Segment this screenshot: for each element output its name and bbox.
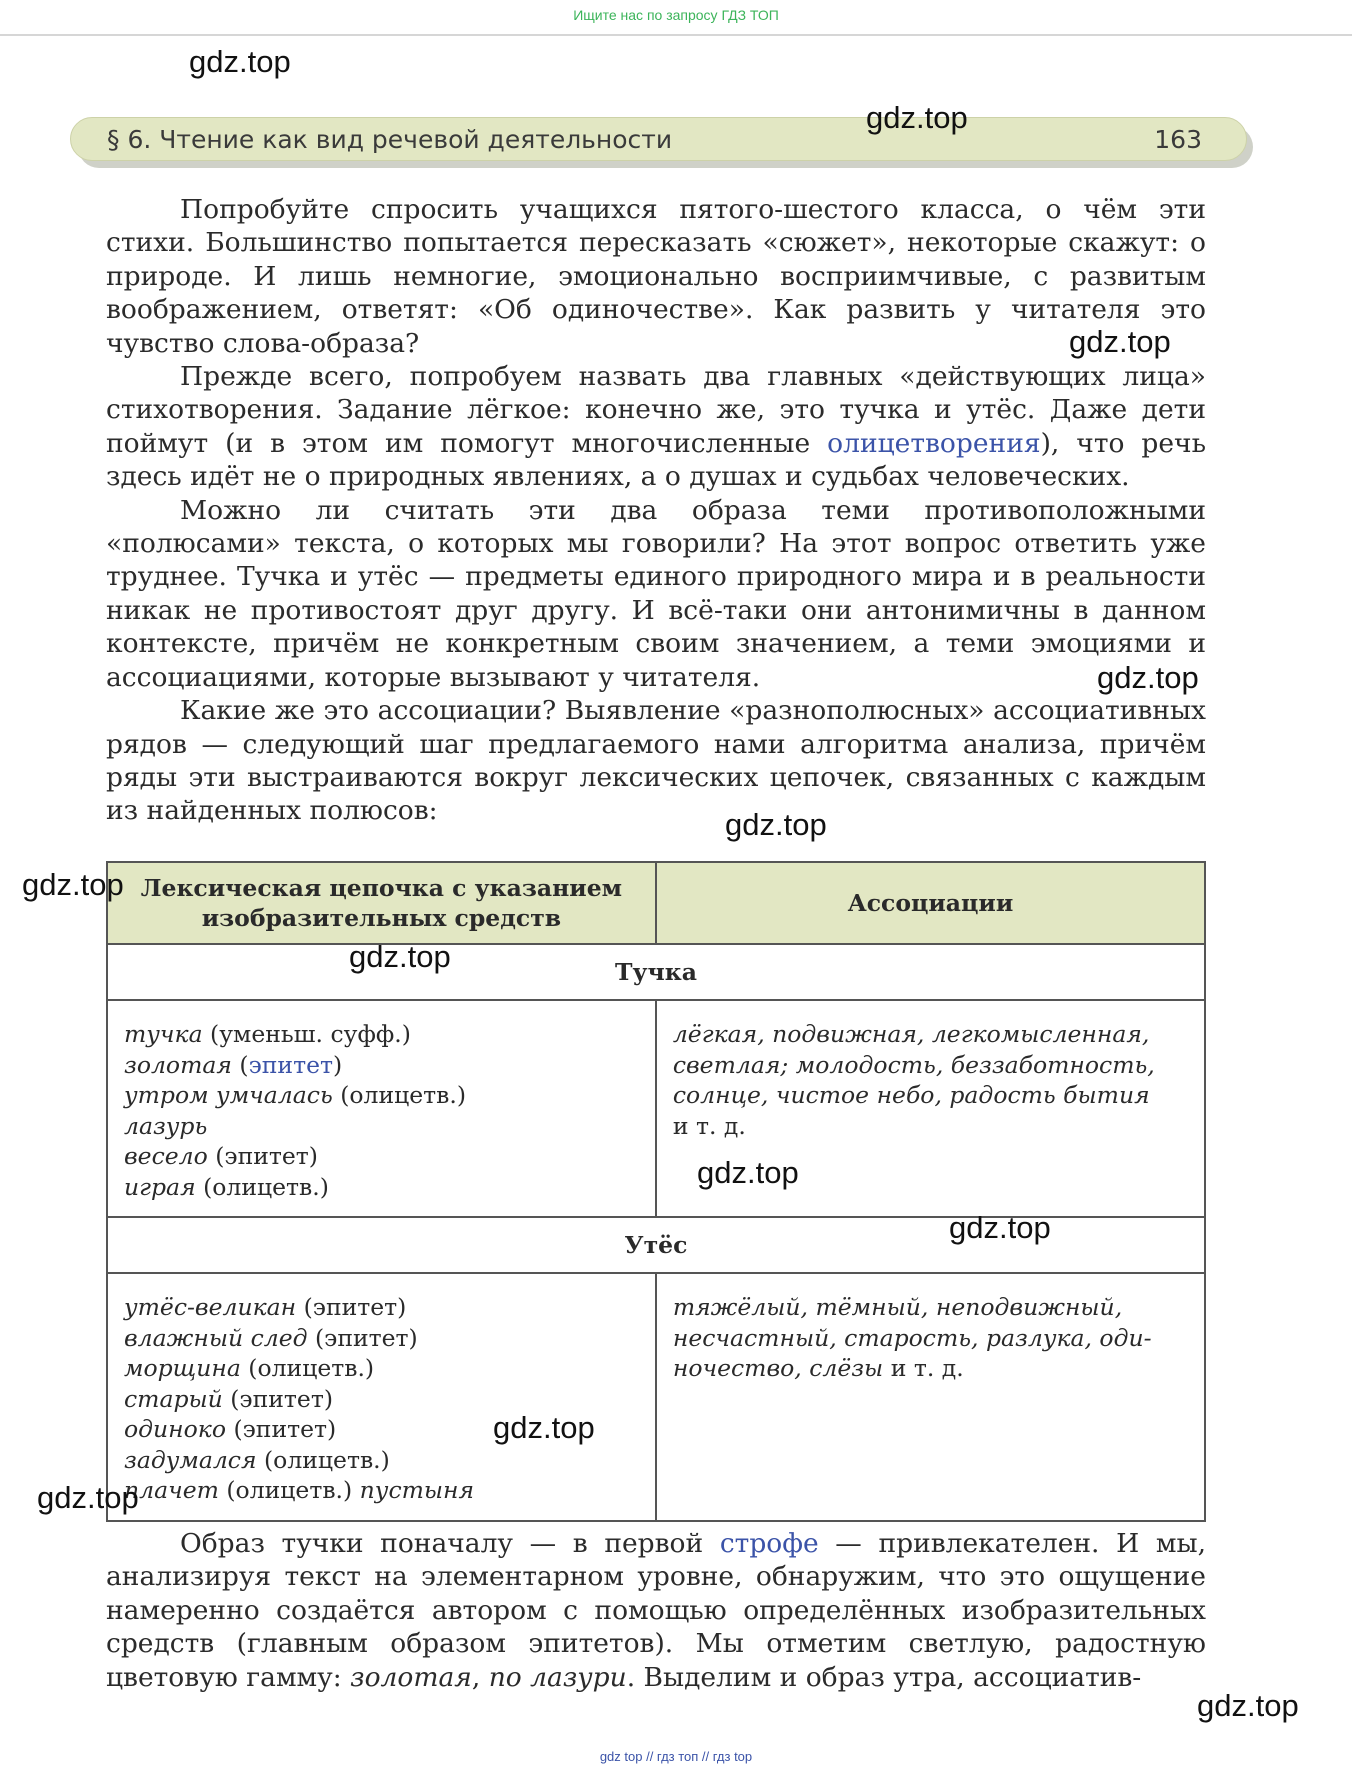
watermark: gdz.top — [725, 807, 827, 842]
paragraph-4: Какие же это ассоциации? Выявление «разнополюсных» ассоциативных рядов — следующий шаг предлагаемого нами алгоритма анализа, причём ряды эти выстраиваются вокруг лексических цепочек, связанных с каждым из найденных полюсов: — [106, 695, 1206, 827]
watermark: gdz.top — [493, 1410, 595, 1445]
table-row — [107, 1273, 1205, 1521]
chain-item: одиноко (эпитет) — [124, 1415, 337, 1443]
paragraph-3: Можно ли считать эти два образа теми противоположными «полюсами» текста, о которых мы говорили? На этот вопрос ответить уже труднее. Тучка и утёс — предметы единого природного мира и в реальности никак не противостоят друг другу. И всё-таки они антонимичны в данном контексте, причём не конкретным своим значением, а теми эмоциями и ассоциациями, которые вызывают у читателя. — [106, 494, 1206, 693]
chain-cell-tuchka — [107, 1000, 656, 1217]
table-header-row — [107, 862, 1205, 944]
term-link-personification[interactable]: олицетворения — [827, 427, 1041, 459]
body-text-bottom — [106, 1527, 1206, 1694]
chain-item: плачет (олицетв.) пустыня — [124, 1476, 475, 1504]
assoc-cell-tuchka: лёгкая, подвижная, легкомысленная, светлая; молодость, беззаботность, солнце, чистое небо, радость бытия и т. д. — [656, 1000, 1205, 1217]
watermark: gdz.top — [949, 1210, 1051, 1245]
term-link-epithet[interactable]: эпитет — [248, 1050, 333, 1079]
chain-item: утёс-великан (эпитет) — [124, 1293, 407, 1321]
watermark: gdz.top — [22, 867, 124, 902]
body-text-top — [106, 193, 1206, 828]
section-title-tuchka: Тучка — [107, 944, 1205, 1000]
assoc-cell-utes: тяжёлый, тёмный, неподвижный, несчастный, старость, разлука, оди- ночество, слёзы и т. д. — [656, 1273, 1205, 1521]
watermark: gdz.top — [1197, 1688, 1299, 1723]
chain-item: золотая (эпитет) — [124, 1050, 343, 1079]
table-row — [107, 1000, 1205, 1217]
chain-item: утром умчалась (олицетв.) — [124, 1081, 467, 1109]
watermark: gdz.top — [189, 44, 291, 79]
chapter-title: § 6. Чтение как вид речевой деятельности — [107, 125, 673, 154]
chain-item: играя (олицетв.) — [124, 1172, 329, 1201]
table-section-row — [107, 944, 1205, 1000]
watermark: gdz.top — [697, 1155, 799, 1190]
chain-item: лазурь — [124, 1111, 208, 1140]
term-link-stanza[interactable]: строфе — [719, 1528, 819, 1559]
chain-item: старый (эпитет) — [124, 1384, 333, 1413]
watermark: gdz.top — [37, 1480, 139, 1515]
chain-item: морщина (олицетв.) — [124, 1354, 375, 1382]
watermark: gdz.top — [866, 100, 968, 135]
association-table — [106, 861, 1206, 1522]
page-number: 163 — [1154, 125, 1202, 154]
chain-item: задумался (олицетв.) — [124, 1445, 390, 1474]
col-header-chain: Лексическая цепочка с указанием изобразительных средств — [107, 862, 656, 944]
watermark: gdz.top — [1069, 324, 1171, 359]
watermark: gdz.top — [349, 939, 451, 974]
chain-item: тучка (уменьш. суфф.) — [124, 1020, 411, 1048]
paragraph-1: Попробуйте спросить учащихся пятого-шестого класса, о чём эти стихи. Большинство попытается пересказать «сюжет», некоторые скажут: о природе. И лишь немногие, эмоционально восприимчивые, с развитым воображением, ответят: «Об одиночестве». Как развить у читателя это чувство слова-образа? — [106, 194, 1206, 359]
col-header-associations: Ассоциации — [656, 862, 1205, 944]
top-banner — [0, 0, 1352, 36]
paragraph-5: Образ тучки поначалу — в первой строфе — привлекателен. И мы, анализируя текст на элементарном уровне, обнаружим, что это ощущение намеренно создаётся автором с помощью определённых изобразительных средств (главным образом эпитетов). Мы отметим светлую, радостную цветовую гамму: золотая, по лазури. Выделим и образ утра, ассоциатив- — [106, 1528, 1206, 1693]
chain-cell-utes — [107, 1273, 656, 1521]
chain-item: весело (эпитет) — [124, 1142, 318, 1170]
top-banner-text: Ищите нас по запросу ГДЗ ТОП — [573, 7, 779, 23]
watermark: gdz.top — [1097, 660, 1199, 695]
chapter-header — [70, 117, 1247, 161]
chain-item: влажный след (эпитет) — [124, 1323, 418, 1352]
paragraph-2: Прежде всего, попробуем назвать два главных «действующих лица» стихотворения. Задание лёгкое: конечно же, это тучка и утёс. Даже дети поймут (и в этом им помогут многочисленные олицетворения), что речь здесь идёт не о природных явлениях, а о душах и судьбах человеческих. — [106, 361, 1206, 493]
section-title-utes: Утёс — [107, 1217, 1205, 1273]
footer-links[interactable]: gdz top // гдз топ // гдз top — [599, 1749, 753, 1764]
